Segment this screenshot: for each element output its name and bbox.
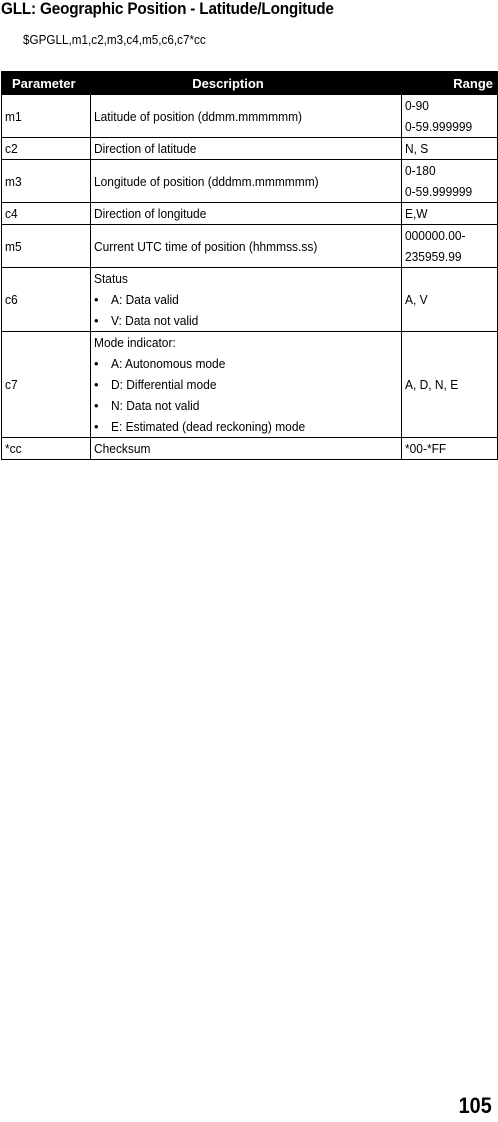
range-line: N, S — [405, 141, 429, 156]
parameter-table — [1, 71, 498, 460]
param-cell: m1 — [5, 108, 22, 124]
sentence-format: $GPGLL,m1,c2,m3,c4,m5,c6,c7*cc — [23, 32, 206, 47]
param-cell: c2 — [5, 141, 18, 156]
list-item: • A: Autonomous mode — [94, 353, 398, 374]
bullet-icon: • — [94, 313, 99, 328]
page-title: GLL: Geographic Position - Latitude/Longitude — [1, 0, 334, 18]
table-row — [2, 95, 498, 138]
bullet-icon: • — [94, 419, 99, 434]
description-cell: Checksum — [94, 441, 151, 456]
table-row — [2, 332, 498, 438]
description-cell: Mode indicator: — [94, 335, 176, 350]
description-cell: Longitude of position (dddmm.mmmmmm) — [94, 173, 319, 189]
param-cell: m5 — [5, 238, 22, 254]
bullet-icon: • — [94, 292, 99, 307]
table-row — [2, 438, 498, 460]
range-line: A, V — [405, 292, 428, 307]
range-line: E,W — [405, 206, 428, 221]
description-cell: Direction of latitude — [94, 141, 197, 156]
range-line: 000000.00- — [405, 228, 466, 243]
list-item: • V: Data not valid — [94, 310, 398, 331]
range-line: 235959.99 — [405, 249, 462, 264]
range-line: *00-*FF — [405, 441, 447, 456]
param-cell: c7 — [5, 377, 18, 392]
list-item: • A: Data valid — [94, 289, 398, 310]
description-cell: Current UTC time of position (hhmmss.ss) — [94, 238, 318, 254]
header-description: Description — [91, 72, 402, 95]
range-line: 0-59.999999 — [405, 184, 473, 199]
param-cell: c6 — [5, 292, 18, 307]
table-header-row — [2, 72, 498, 95]
param-cell: c4 — [5, 206, 18, 221]
bullet-icon: • — [94, 377, 99, 392]
bullet-list — [94, 289, 398, 331]
param-cell: *cc — [5, 441, 22, 456]
list-item: • D: Differential mode — [94, 374, 398, 395]
range-line: 0-59.999999 — [405, 119, 473, 134]
bullet-icon: • — [94, 398, 99, 413]
table-row — [2, 160, 498, 203]
range-line: 0-180 — [405, 163, 436, 178]
description-cell: Status — [94, 271, 128, 286]
range-line: 0-90 — [405, 98, 429, 113]
header-range: Range — [402, 72, 498, 95]
param-cell: m3 — [5, 173, 22, 189]
bullet-list — [94, 353, 398, 437]
description-cell: Direction of longitude — [94, 206, 207, 221]
list-item: • E: Estimated (dead reckoning) mode — [94, 416, 398, 437]
page-number: 105 — [458, 1093, 492, 1118]
table-row — [2, 225, 498, 268]
table-row — [2, 138, 498, 160]
description-cell: Latitude of position (ddmm.mmmmmm) — [94, 108, 303, 124]
list-item: • N: Data not valid — [94, 395, 398, 416]
header-parameter: Parameter — [2, 72, 91, 95]
table-row — [2, 268, 498, 332]
table-row — [2, 203, 498, 225]
range-line: A, D, N, E — [405, 377, 459, 392]
bullet-icon: • — [94, 356, 99, 371]
